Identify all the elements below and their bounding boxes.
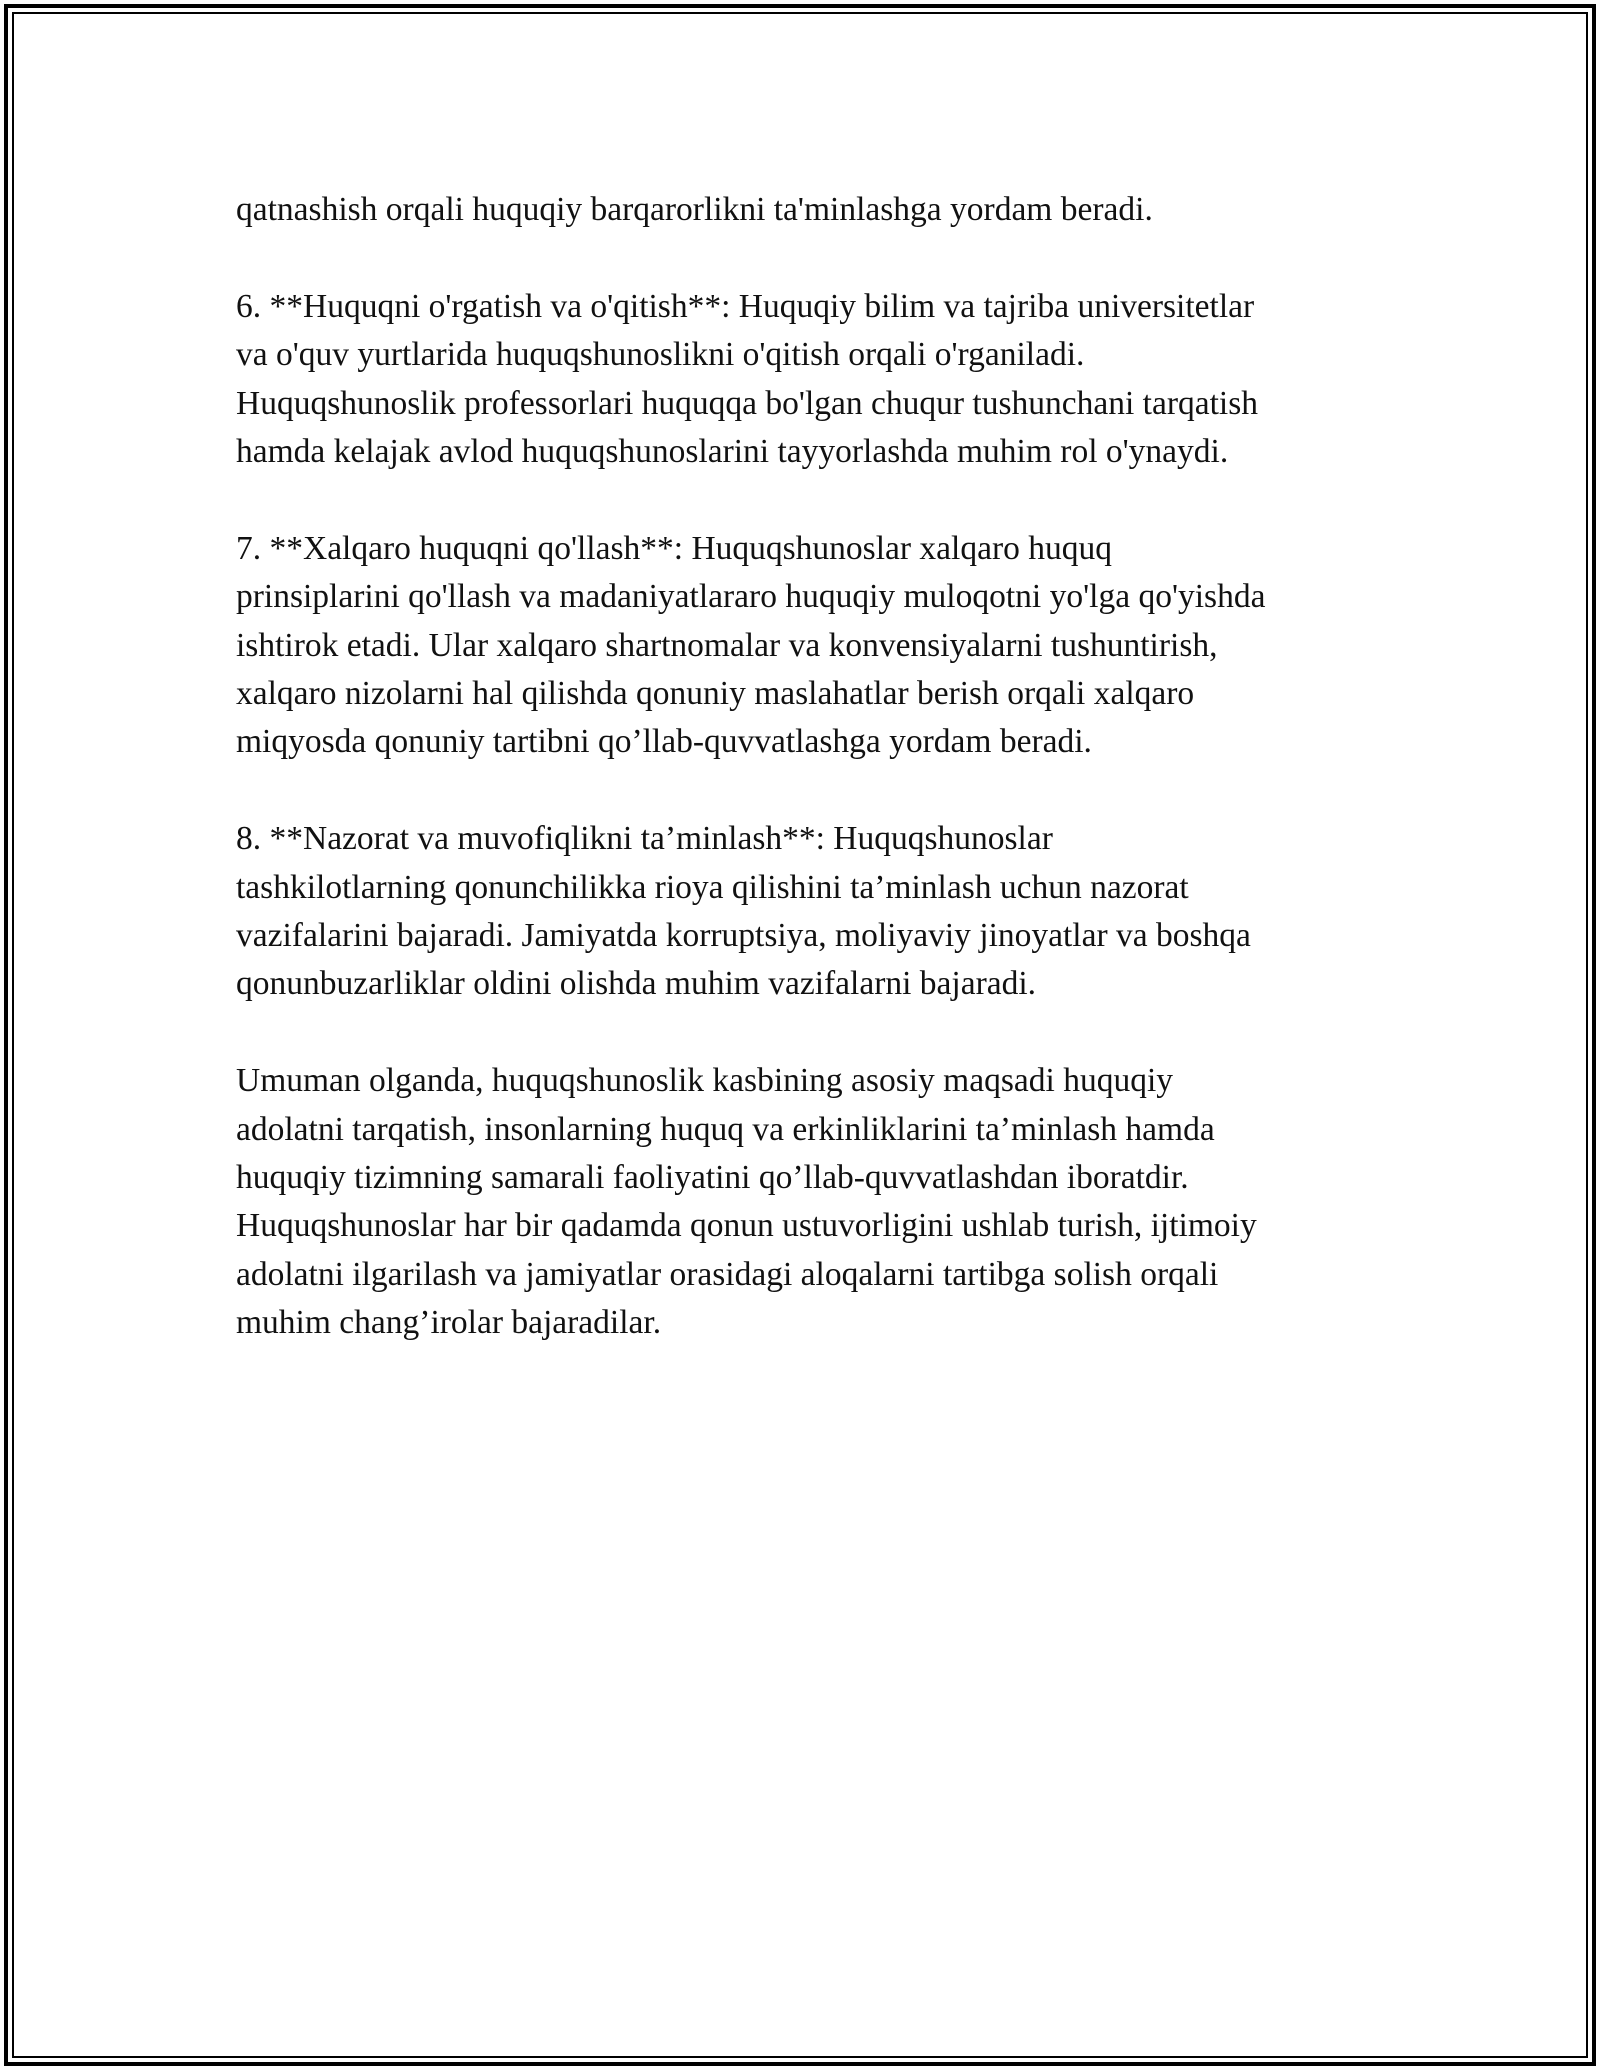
paragraph-continuation: qatnashish orqali huquqiy barqarorlikni ta'minlashga yordam beradi.	[236, 191, 1153, 228]
paragraph-item-6: 6. **Huquqni o'rgatish va o'qitish**: Huquqiy bilim va tajriba universitetlar va o'quv yurtlarida huquqshunoslikni o'qitish orqali o'rganiladi. Huquqshunoslik professorlari huquqqa bo'lgan chuqur tushunchani tarqatish hamda kelajak avlod huquqshunoslarini tayyorlashda muhim rol o'ynaydi.	[236, 287, 1259, 471]
paragraph-conclusion: Umuman olganda, huquqshunoslik kasbining asosiy maqsadi huquqiy adolatni tarqatish, insonlarning huquq va erkinliklarini ta’minlash hamda huquqiy tizimning samarali faoliyatini qo’llab-quvvatlashdan iboratdir. Huquqshunoslar har bir qadamda qonun ustuvorligini ushlab turish, ijtimoiy adolatni ilgarilash va jamiyatlar orasidagi aloqalarni tartibga solish orqali muhim chang’irolar bajaradilar.	[236, 1062, 1257, 1342]
paragraph-item-8: 8. **Nazorat va muvofiqlikni ta’minlash**: Huquqshunoslar tashkilotlarning qonunchilikka rioya qilishini ta’minlash uchun nazorat vazifalarini bajaradi. Jamiyatda korruptsiya, moliyaviy jinoyatlar va boshqa qonunbuzarliklar oldini olishda muhim vazifalarni bajaradi.	[236, 820, 1251, 1003]
paragraph-item-7: 7. **Xalqaro huquqni qo'llash**: Huquqshunoslar xalqaro huquq prinsiplarini qo'llash va madaniyatlararo huquqiy muloqotni yo'lga qo'yishda ishtirok etadi. Ular xalqaro shartnomalar va konvensiyalarni tushuntirish, xalqaro nizolarni hal qilishda qonuniy maslahatlar berish orqali xalqaro miqyosda qonuniy tartibni qo’llab-quvvatlashga yordam beradi.	[236, 529, 1266, 761]
document-body	[236, 186, 1376, 1348]
